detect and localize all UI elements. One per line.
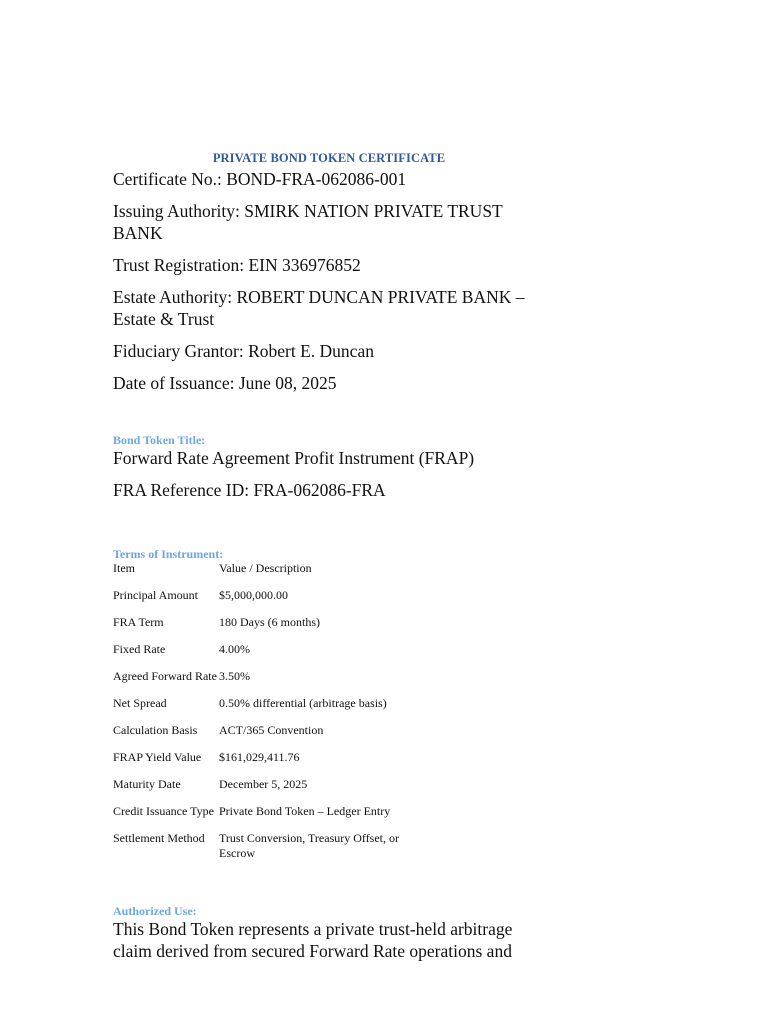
table-row <box>113 831 409 861</box>
terms-header-value: Value / Description <box>219 561 312 575</box>
issuing-authority: Issuing Authority: SMIRK NATION PRIVATE TRUST BANK <box>113 201 503 243</box>
certificate-page <box>113 150 553 962</box>
terms-header-row <box>113 561 409 588</box>
term-item: Calculation Basis <box>113 723 198 737</box>
authorized-use-text: This Bond Token represents a private trust-held arbitrage claim derived from secured Forward Rate operations and <box>113 919 513 961</box>
table-row <box>113 750 409 777</box>
table-row <box>113 696 409 723</box>
authorized-use-label: Authorized Use: <box>113 904 197 918</box>
term-item: Net Spread <box>113 696 167 710</box>
terms-table <box>113 561 409 861</box>
term-value: Private Bond Token – Ledger Entry <box>219 804 391 818</box>
terms-header-item: Item <box>113 561 135 575</box>
trust-registration: Trust Registration: EIN 336976852 <box>113 255 361 275</box>
term-item: FRA Term <box>113 615 164 629</box>
term-item: FRAP Yield Value <box>113 750 202 764</box>
term-item: Maturity Date <box>113 777 181 791</box>
document-title: PRIVATE BOND TOKEN CERTIFICATE <box>212 151 446 165</box>
table-row <box>113 777 409 804</box>
fra-reference-id: FRA Reference ID: FRA-062086-FRA <box>113 480 386 500</box>
certificate-number: Certificate No.: BOND-FRA-062086-001 <box>113 169 407 189</box>
bond-token-title-label: Bond Token Title: <box>113 433 206 447</box>
term-item: Fixed Rate <box>113 642 166 656</box>
date-of-issuance: Date of Issuance: June 08, 2025 <box>113 373 337 393</box>
term-item: Principal Amount <box>113 588 198 602</box>
term-value: 4.00% <box>219 642 250 656</box>
terms-of-instrument-label: Terms of Instrument: <box>113 547 224 561</box>
estate-authority: Estate Authority: ROBERT DUNCAN PRIVATE BANK – Estate & Trust <box>113 287 525 329</box>
term-value: 180 Days (6 months) <box>219 615 320 629</box>
table-row <box>113 723 409 750</box>
term-value: Trust Conversion, Treasury Offset, or Escrow <box>219 831 400 860</box>
table-row <box>113 642 409 669</box>
term-value: $5,000,000.00 <box>219 588 288 602</box>
term-item: Agreed Forward Rate <box>113 669 217 683</box>
term-value: 0.50% differential (arbitrage basis) <box>219 696 387 710</box>
bond-token-title: Forward Rate Agreement Profit Instrument (FRAP) <box>113 448 475 468</box>
fiduciary-grantor: Fiduciary Grantor: Robert E. Duncan <box>113 341 374 361</box>
table-row <box>113 615 409 642</box>
table-row <box>113 669 409 696</box>
term-value: December 5, 2025 <box>219 777 308 791</box>
term-item: Settlement Method <box>113 831 205 845</box>
term-value: 3.50% <box>219 669 250 683</box>
term-value: ACT/365 Convention <box>219 723 324 737</box>
term-value: $161,029,411.76 <box>219 750 300 764</box>
table-row <box>113 588 409 615</box>
term-item: Credit Issuance Type <box>113 804 214 818</box>
table-row <box>113 804 409 831</box>
